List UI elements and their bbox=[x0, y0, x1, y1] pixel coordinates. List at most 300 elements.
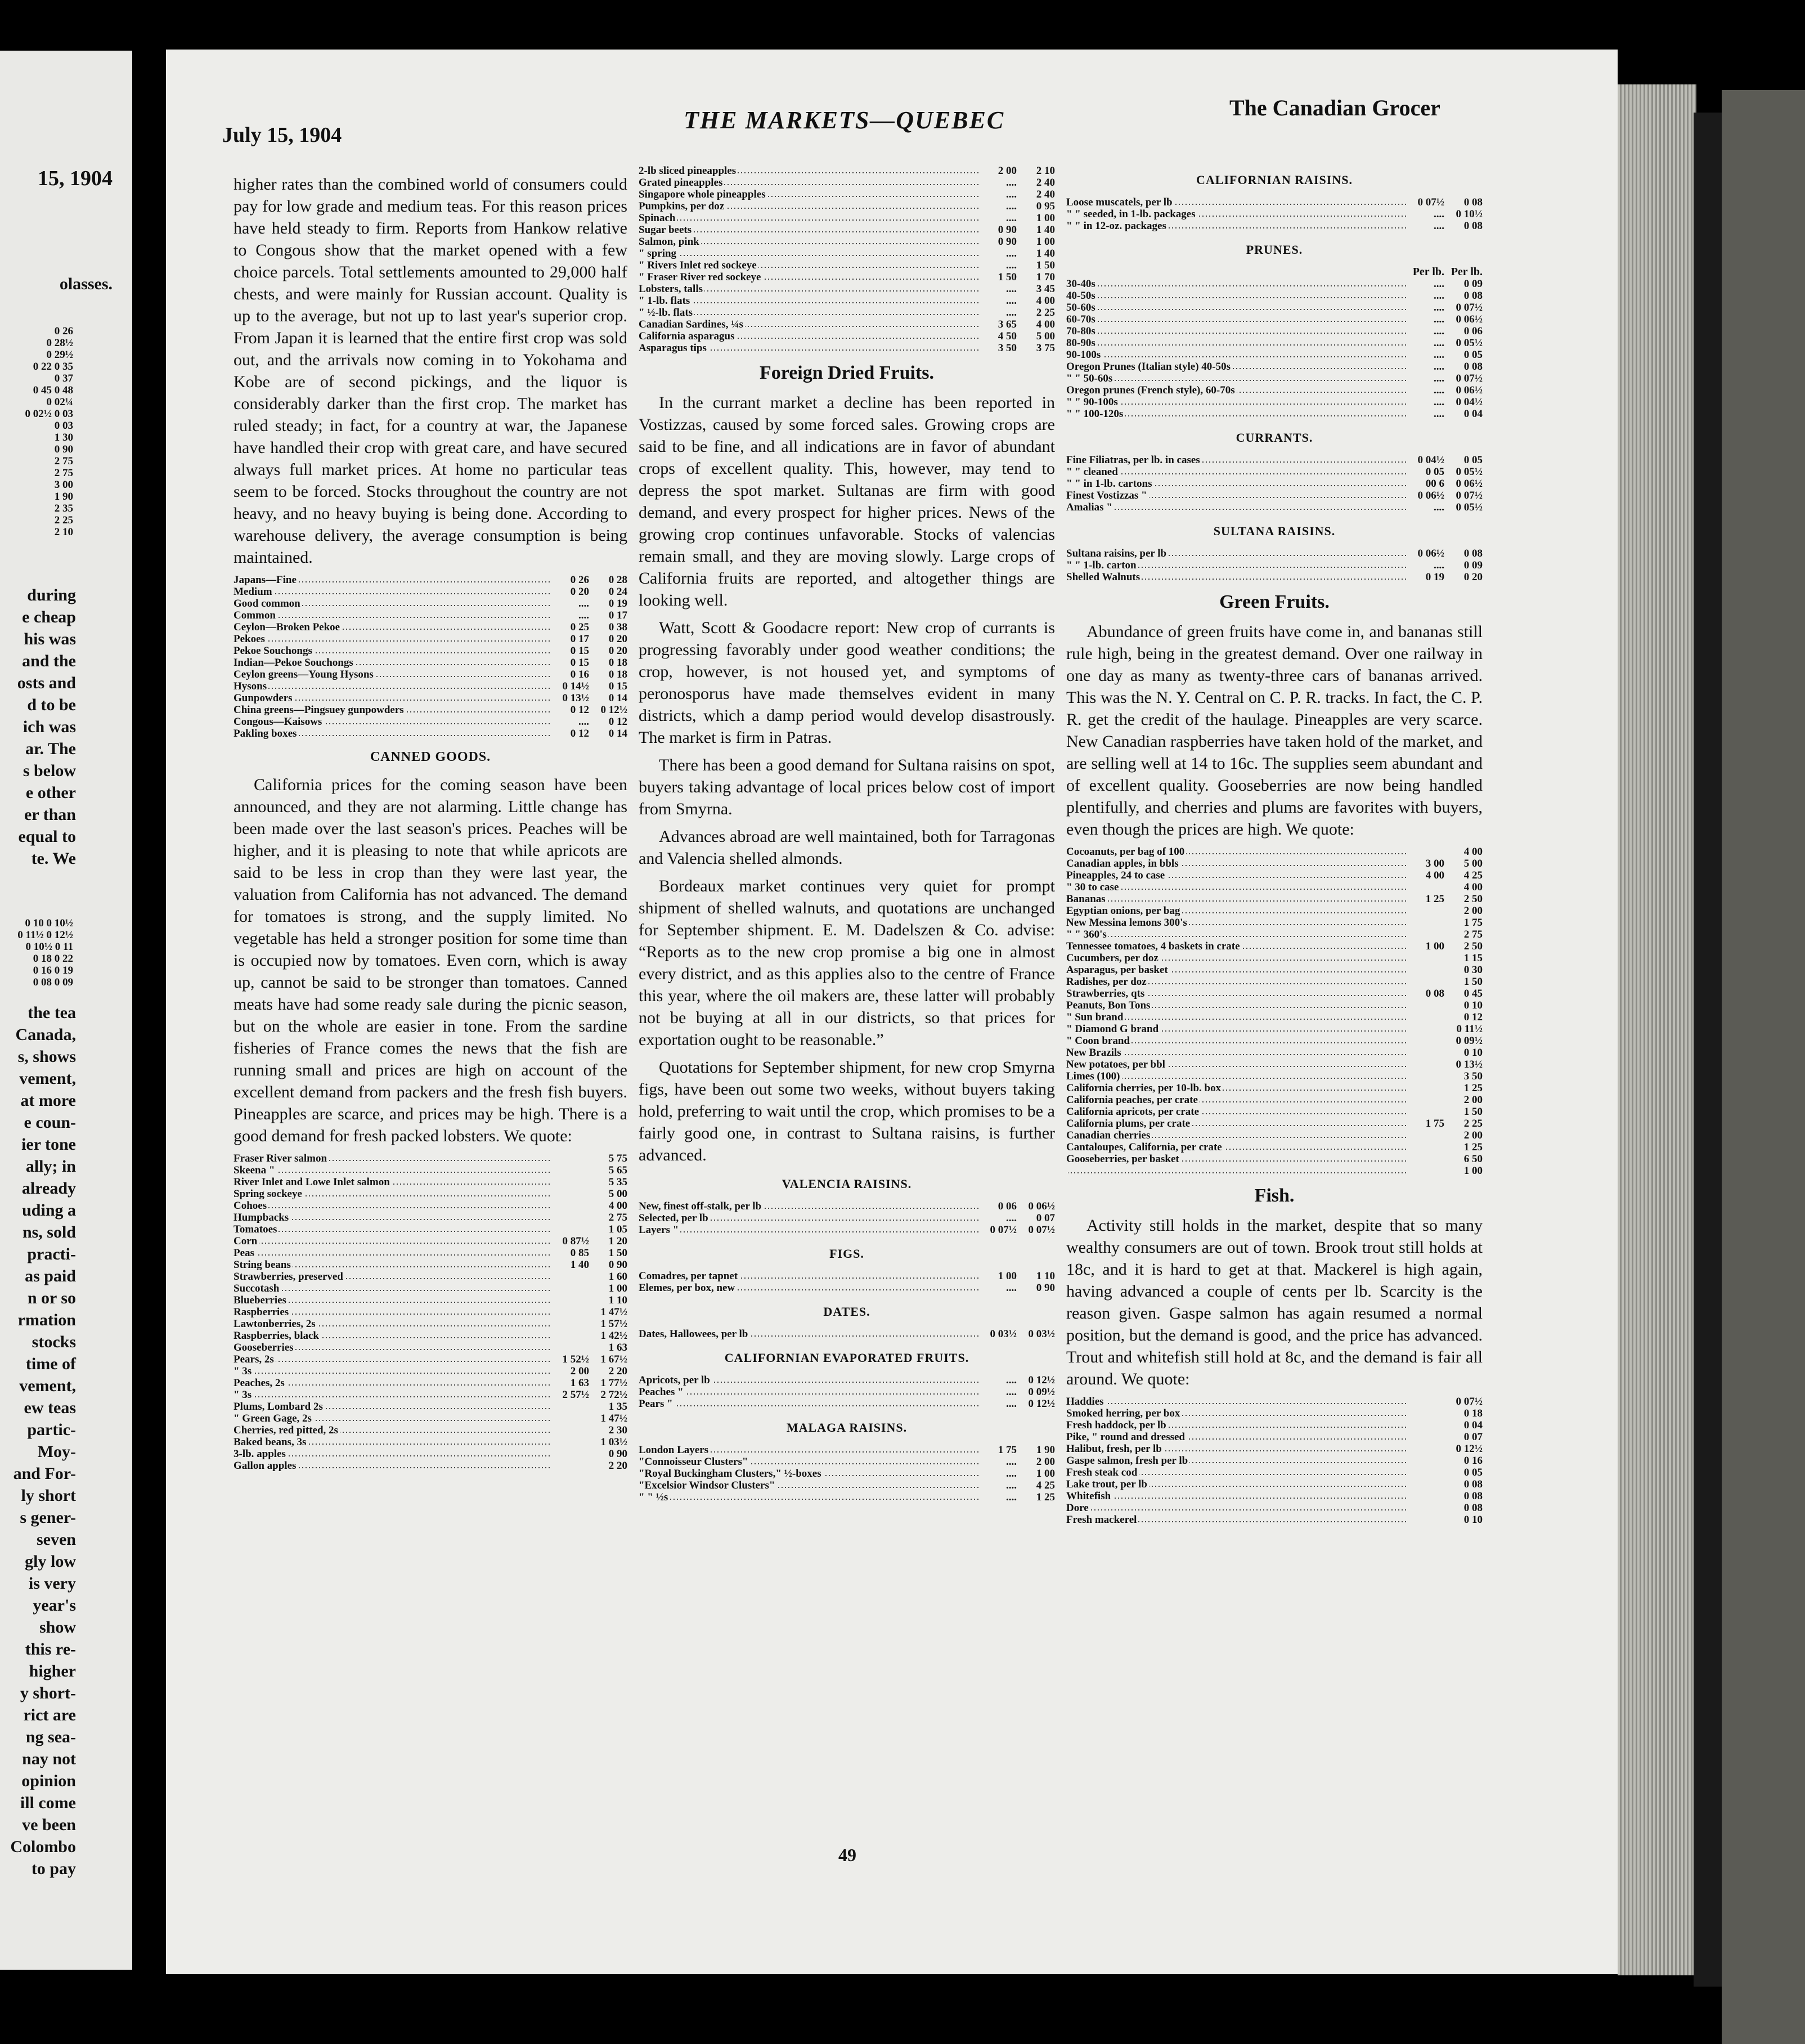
item-name: Sugar beets bbox=[639, 224, 693, 236]
price-low: .... bbox=[1434, 384, 1444, 396]
price-row bbox=[639, 1398, 1055, 1410]
price-high: 0 08 bbox=[1463, 290, 1483, 302]
price-high: 6 50 bbox=[1463, 1153, 1483, 1165]
price-row bbox=[639, 224, 1055, 236]
item-name: Hysons bbox=[234, 680, 268, 692]
article-paragraph: Advances abroad are well maintained, both for Tarragonas and Valencia shelled almonds. bbox=[639, 827, 1055, 868]
price-row bbox=[639, 271, 1055, 283]
item-name: California peaches, per crate bbox=[1066, 1094, 1200, 1106]
price-low: 0 17 bbox=[570, 633, 589, 645]
price-low: .... bbox=[1006, 189, 1017, 200]
price-row bbox=[639, 200, 1055, 212]
price-row bbox=[1066, 1129, 1483, 1141]
item-name: Pike, " round and dressed bbox=[1066, 1431, 1187, 1443]
price-high: 0 09 bbox=[1463, 559, 1483, 571]
price-low bbox=[1406, 1502, 1444, 1514]
price-high: 0 14 bbox=[608, 692, 627, 704]
fragment-line: to pay bbox=[31, 1859, 76, 1878]
item-name: " 3s bbox=[234, 1365, 253, 1377]
fragment-line: 0 10½ 0 11 bbox=[25, 941, 73, 953]
page-date: July 15, 1904 bbox=[222, 123, 342, 147]
fragment-line: ier tone bbox=[21, 1135, 76, 1154]
price-low: 4 50 bbox=[998, 330, 1017, 342]
price-high: 0 10½ bbox=[1456, 208, 1483, 220]
price-low: .... bbox=[1006, 259, 1017, 271]
evaporated-fruits-price-list bbox=[639, 1374, 1055, 1410]
item-name: 90-100s bbox=[1066, 349, 1102, 361]
price-low: 0 15 bbox=[570, 657, 589, 669]
price-high: 0 12½ bbox=[600, 704, 627, 716]
price-row bbox=[1066, 1514, 1483, 1526]
fragment-line: ng sea- bbox=[25, 1728, 76, 1746]
price-row bbox=[639, 212, 1055, 224]
item-name: " " seeded, in 1-lb. packages bbox=[1066, 208, 1197, 220]
price-high: 1 50 bbox=[1463, 1106, 1483, 1118]
fragment-line: y short- bbox=[20, 1684, 76, 1702]
price-row bbox=[234, 1271, 627, 1283]
price-low: 0 26 bbox=[570, 574, 589, 586]
price-low bbox=[551, 1306, 589, 1318]
price-high: 0 20 bbox=[608, 645, 627, 657]
price-high: 0 12 bbox=[608, 716, 627, 728]
price-row bbox=[1066, 196, 1483, 208]
price-low bbox=[1406, 1419, 1444, 1431]
price-row bbox=[1066, 373, 1483, 384]
price-low bbox=[1406, 1094, 1444, 1106]
fragment-line: ich was bbox=[23, 718, 76, 736]
price-low: .... bbox=[1006, 200, 1017, 212]
price-high: 1 60 bbox=[608, 1271, 627, 1283]
price-high: 5 65 bbox=[608, 1164, 627, 1176]
price-row bbox=[1066, 999, 1483, 1011]
price-low: .... bbox=[1434, 373, 1444, 384]
fragment-line: 0 11½ 0 12½ bbox=[17, 929, 73, 941]
price-row bbox=[234, 1424, 627, 1436]
price-high: 1 00 bbox=[1036, 212, 1055, 224]
price-high: 0 10 bbox=[1463, 1514, 1483, 1526]
left-page-date: 15, 1904 bbox=[38, 167, 113, 190]
item-name: " Coon brand bbox=[1066, 1035, 1132, 1047]
item-name: Congous—Kaisows bbox=[234, 716, 324, 728]
price-row bbox=[234, 633, 627, 645]
price-row bbox=[1066, 349, 1483, 361]
item-name: " 3s bbox=[234, 1389, 253, 1401]
item-name: Medium bbox=[234, 586, 274, 598]
price-row bbox=[1066, 220, 1483, 232]
price-high: 0 20 bbox=[1463, 571, 1483, 583]
sultana-raisins-heading: SULTANA RAISINS. bbox=[1213, 524, 1336, 538]
fragment-line: stocks bbox=[32, 1333, 76, 1351]
valencia-raisins-heading: VALENCIA RAISINS. bbox=[782, 1177, 912, 1191]
price-row bbox=[234, 1247, 627, 1259]
item-name: London Layers bbox=[639, 1444, 710, 1456]
price-low: .... bbox=[578, 716, 589, 728]
price-row bbox=[234, 645, 627, 657]
price-row bbox=[234, 598, 627, 609]
price-high: 0 04 bbox=[1463, 1419, 1483, 1431]
fragment-line: Moy- bbox=[37, 1442, 76, 1461]
price-low: .... bbox=[1434, 361, 1444, 373]
fragment-line: e coun- bbox=[24, 1113, 76, 1132]
item-name: Pekoe Souchongs bbox=[234, 645, 314, 657]
price-row bbox=[1066, 454, 1483, 466]
price-low: 1 40 bbox=[570, 1259, 589, 1271]
price-row bbox=[639, 1444, 1055, 1456]
price-low bbox=[1406, 999, 1444, 1011]
fish-heading: Fish. bbox=[1254, 1185, 1295, 1206]
price-low: .... bbox=[1434, 302, 1444, 313]
price-low bbox=[1406, 1023, 1444, 1035]
price-low bbox=[1406, 1082, 1444, 1094]
price-low: .... bbox=[1434, 408, 1444, 420]
price-row bbox=[234, 1306, 627, 1318]
price-row bbox=[639, 1468, 1055, 1480]
price-high: 0 18 bbox=[1463, 1408, 1483, 1419]
item-name: Selected, per lb bbox=[639, 1212, 710, 1224]
foreign-dried-fruits-heading: Foreign Dried Fruits. bbox=[759, 362, 935, 383]
price-low: 2 00 bbox=[570, 1365, 589, 1377]
price-row bbox=[1066, 1502, 1483, 1514]
fragment-line: e other bbox=[25, 783, 76, 802]
price-row bbox=[1066, 290, 1483, 302]
price-row bbox=[639, 330, 1055, 342]
price-row bbox=[234, 586, 627, 598]
item-name: Peas bbox=[234, 1247, 256, 1259]
price-row bbox=[234, 704, 627, 716]
price-low bbox=[551, 1401, 589, 1413]
price-low: 0 03½ bbox=[990, 1328, 1017, 1340]
item-name: Lobsters, talls bbox=[639, 283, 704, 295]
price-row bbox=[639, 307, 1055, 319]
price-high: 0 17 bbox=[608, 609, 627, 621]
fragment-line: 2 75 bbox=[54, 455, 73, 467]
prunes-heading: PRUNES. bbox=[1246, 243, 1303, 257]
price-row bbox=[639, 259, 1055, 271]
column-raisins-fruits-fish bbox=[1066, 162, 1483, 1526]
item-name: Lawtonberries, 2s bbox=[234, 1318, 317, 1330]
price-low bbox=[1406, 1396, 1444, 1408]
price-high: 2 00 bbox=[1463, 905, 1483, 917]
price-low: 0 07½ bbox=[1417, 196, 1444, 208]
fragment-line: equal to bbox=[18, 827, 76, 846]
price-high: 0 12½ bbox=[1028, 1374, 1055, 1386]
valencia-raisins-price-list bbox=[639, 1200, 1055, 1236]
price-high: 1 77½ bbox=[600, 1377, 627, 1389]
item-name: China greens—Pingsuey gunpowders bbox=[234, 704, 406, 716]
price-row bbox=[639, 1491, 1055, 1503]
item-name: Cocoanuts, per bag of 100 bbox=[1066, 846, 1186, 858]
item-name: Elemes, per box, new bbox=[639, 1282, 737, 1294]
fragment-line: and the bbox=[22, 652, 76, 670]
price-row bbox=[234, 680, 627, 692]
fragment-line: 0 37 bbox=[54, 373, 73, 384]
price-high: 0 14 bbox=[608, 728, 627, 739]
item-name: " Diamond G brand bbox=[1066, 1023, 1160, 1035]
item-name: New potatoes, per bbl bbox=[1066, 1059, 1167, 1070]
price-high: 0 24 bbox=[608, 586, 627, 598]
item-name: Gooseberries bbox=[234, 1342, 295, 1353]
fragment-line: is very bbox=[28, 1574, 76, 1593]
item-name: " Sun brand bbox=[1066, 1011, 1125, 1023]
price-low: 2 00 bbox=[998, 165, 1017, 177]
foreign-dried-fruits-article bbox=[639, 392, 1055, 1166]
price-low: 0 06½ bbox=[1417, 490, 1444, 501]
price-high: 0 20 bbox=[608, 633, 627, 645]
price-low bbox=[551, 1283, 589, 1294]
price-low: .... bbox=[1006, 248, 1017, 259]
price-row bbox=[1066, 548, 1483, 559]
article-paragraph: Watt, Scott & Goodacre report: New crop of currants is progressing favorably under good weather conditions; the crop, however, is not housed yet, and symptoms of peronosporus have made themselves evident in many districts, which a damp period would develop disastrously. The market is firm in Patras. bbox=[639, 618, 1055, 747]
price-high: 2 30 bbox=[608, 1424, 627, 1436]
price-row bbox=[1066, 905, 1483, 917]
item-name: " spring bbox=[639, 248, 678, 259]
price-row bbox=[234, 1294, 627, 1306]
price-low: 3 00 bbox=[1425, 858, 1444, 869]
item-name: Peanuts, Bon Tons bbox=[1066, 999, 1152, 1011]
item-name: Halibut, fresh, per lb bbox=[1066, 1443, 1164, 1455]
article-paragraph: Bordeaux market continues very quiet for prompt shipment of shelled walnuts, and quotations are unchanged for September shipment. E. M. Dadelszen & Co. advise: “Reports as to the new crop promise a big one in almost every district, and as this applies also to the centre of France this year, where the oil makers are, these latter will probably not be buying at all in our districts, so that prices for exportation ought to be reasonable.” bbox=[639, 877, 1055, 1049]
item-name: Tennessee tomatoes, 4 baskets in crate bbox=[1066, 940, 1242, 952]
price-low bbox=[1406, 964, 1444, 976]
price-row bbox=[234, 1176, 627, 1188]
price-high: 0 05 bbox=[1463, 454, 1483, 466]
price-row bbox=[1066, 1047, 1483, 1059]
article-paragraph: In the currant market a decline has been reported in Vostizzas, caused by some forced sales. Growing crops are said to be fine, and all indications are in favor of abundant crops of excellent quality. This, however, may tend to depress the spot market. Sultanas are firm with good demand, and every prospect for higher prices. News of the growing crop continues unfavorable. Stocks of valencias remain small, and they are moving slowly. Large crops of California fruits are reported, and altogether things are looking well. bbox=[639, 393, 1055, 609]
price-high: 1 25 bbox=[1463, 1082, 1483, 1094]
fragment-line: rict are bbox=[23, 1706, 76, 1724]
dates-heading: DATES. bbox=[823, 1305, 870, 1319]
item-name: Strawberries, preserved bbox=[234, 1271, 345, 1283]
price-row bbox=[639, 319, 1055, 330]
fragment-line: vement, bbox=[19, 1069, 76, 1088]
price-row bbox=[1066, 408, 1483, 420]
item-name: Cherries, red pitted, 2s bbox=[234, 1424, 340, 1436]
price-high: 0 09½ bbox=[1456, 1035, 1483, 1047]
price-low: .... bbox=[1006, 283, 1017, 295]
price-high: 0 30 bbox=[1463, 964, 1483, 976]
price-low: 0 87½ bbox=[562, 1235, 589, 1247]
price-high: 0 08 bbox=[1463, 1490, 1483, 1502]
price-low: .... bbox=[1434, 396, 1444, 408]
fragment-line: show bbox=[39, 1618, 76, 1637]
price-row bbox=[1066, 1467, 1483, 1478]
price-low: 1 52½ bbox=[562, 1353, 589, 1365]
fragment-line: vement, bbox=[19, 1377, 76, 1395]
price-row bbox=[1066, 1035, 1483, 1047]
price-row bbox=[1066, 1443, 1483, 1455]
price-low: 0 06 bbox=[998, 1200, 1017, 1212]
publication-name: The Canadian Grocer bbox=[1229, 95, 1440, 120]
figs-heading: FIGS. bbox=[829, 1247, 864, 1261]
price-row bbox=[1066, 1094, 1483, 1106]
left-page-price-column bbox=[0, 325, 73, 538]
column-dried-fruits bbox=[639, 165, 1055, 1503]
price-low: 1 75 bbox=[998, 1444, 1017, 1456]
item-name: Oregon prunes (French style), 60-70s bbox=[1066, 384, 1237, 396]
price-low: .... bbox=[1434, 325, 1444, 337]
price-row bbox=[639, 1328, 1055, 1340]
item-name: Sultana raisins, per lb bbox=[1066, 548, 1168, 559]
item-name: Comadres, per tapnet bbox=[639, 1270, 739, 1282]
price-high: 0 13½ bbox=[1456, 1059, 1483, 1070]
price-high: 0 06 bbox=[1463, 325, 1483, 337]
price-high: 0 08 bbox=[1463, 1502, 1483, 1514]
item-name: Raspberries, black bbox=[234, 1330, 321, 1342]
price-high: 0 04 bbox=[1463, 408, 1483, 420]
section-title: THE MARKETS—QUEBEC bbox=[684, 106, 1005, 134]
item-name: Cantaloupes, California, per crate bbox=[1066, 1141, 1224, 1153]
price-low: .... bbox=[1006, 212, 1017, 224]
page-number: 49 bbox=[838, 1845, 856, 1865]
price-low: .... bbox=[1434, 501, 1444, 513]
left-page-price-column-2 bbox=[0, 917, 73, 988]
price-high: 4 00 bbox=[1036, 319, 1055, 330]
price-high: 0 28 bbox=[608, 574, 627, 586]
price-row bbox=[1066, 940, 1483, 952]
item-name: 70-80s bbox=[1066, 325, 1097, 337]
item-name: Dates, Hallowees, per lb bbox=[639, 1328, 749, 1340]
price-low: 0 85 bbox=[570, 1247, 589, 1259]
price-high: 1 20 bbox=[608, 1235, 627, 1247]
price-low bbox=[551, 1436, 589, 1448]
item-name: Skeena " bbox=[234, 1164, 276, 1176]
price-high: 0 11½ bbox=[1456, 1023, 1483, 1035]
price-low bbox=[551, 1271, 589, 1283]
fragment-line: d to be bbox=[27, 696, 76, 714]
fragment-line: gly low bbox=[25, 1552, 76, 1571]
fragment-line: ar. The bbox=[25, 739, 76, 758]
price-low: 0 16 bbox=[570, 669, 589, 680]
price-high: 0 07½ bbox=[1456, 1396, 1483, 1408]
price-low bbox=[1406, 1490, 1444, 1502]
price-low: 0 25 bbox=[570, 621, 589, 633]
price-high: 0 06½ bbox=[1456, 478, 1483, 490]
price-row bbox=[1066, 1153, 1483, 1165]
price-high: 1 40 bbox=[1036, 224, 1055, 236]
fragment-line: 0 02¼ bbox=[46, 396, 73, 408]
price-low bbox=[1406, 1011, 1444, 1023]
price-row bbox=[1066, 1023, 1483, 1035]
price-low: 0 07½ bbox=[990, 1224, 1017, 1236]
price-row bbox=[234, 1164, 627, 1176]
price-row bbox=[639, 1200, 1055, 1212]
price-low bbox=[1406, 1443, 1444, 1455]
item-name: Asparagus, per basket bbox=[1066, 964, 1170, 976]
price-row bbox=[1066, 1396, 1483, 1408]
item-name: Pears, 2s bbox=[234, 1353, 276, 1365]
fragment-line: 3 00 bbox=[54, 479, 73, 491]
price-low bbox=[551, 1330, 589, 1342]
price-row bbox=[1066, 964, 1483, 976]
price-high: 0 90 bbox=[1036, 1282, 1055, 1294]
price-row bbox=[1066, 466, 1483, 478]
fragment-line: 2 10 bbox=[54, 526, 73, 538]
fragment-line: Colombo bbox=[10, 1837, 76, 1856]
item-name: Corn bbox=[234, 1235, 259, 1247]
price-row bbox=[1066, 208, 1483, 220]
item-name: Oregon Prunes (Italian style) 40-50s bbox=[1066, 361, 1232, 373]
item-name: Pakling boxes bbox=[234, 728, 298, 739]
price-high: 0 08 bbox=[1463, 196, 1483, 208]
canned-goods-price-list-continued bbox=[639, 165, 1055, 354]
price-row bbox=[1066, 1490, 1483, 1502]
price-row bbox=[639, 1224, 1055, 1236]
fragment-line: 1 90 bbox=[54, 491, 73, 503]
fragment-line: higher bbox=[29, 1662, 76, 1680]
price-high: 0 10 bbox=[1463, 999, 1483, 1011]
price-low: .... bbox=[1006, 307, 1017, 319]
price-low bbox=[1406, 1141, 1444, 1153]
price-low: 3 50 bbox=[998, 342, 1017, 354]
price-high: 2 75 bbox=[608, 1212, 627, 1223]
item-name: California cherries, per 10-lb. box bbox=[1066, 1082, 1223, 1094]
price-low bbox=[1406, 1165, 1444, 1177]
fragment-line: s gener- bbox=[20, 1508, 76, 1527]
price-low bbox=[1406, 1408, 1444, 1419]
price-high: 0 05½ bbox=[1456, 466, 1483, 478]
fragment-line: 0 18 0 22 bbox=[33, 953, 73, 965]
price-low: .... bbox=[1434, 220, 1444, 232]
item-name: Radishes, per doz bbox=[1066, 976, 1148, 988]
price-row bbox=[234, 621, 627, 633]
price-high: 0 07½ bbox=[1456, 302, 1483, 313]
item-name: Canadian cherries bbox=[1066, 1129, 1152, 1141]
price-low bbox=[551, 1460, 589, 1472]
price-low: 0 05 bbox=[1425, 466, 1444, 478]
price-high: 1 40 bbox=[1036, 248, 1055, 259]
item-name: Fraser River salmon bbox=[234, 1153, 329, 1164]
canned-goods-heading: CANNED GOODS. bbox=[370, 750, 491, 764]
price-low: 0 15 bbox=[570, 645, 589, 657]
item-name: New Messina lemons 300's bbox=[1066, 917, 1189, 929]
price-row bbox=[1066, 858, 1483, 869]
fragment-line: his was bbox=[24, 630, 76, 648]
fragment-line: 0 03 bbox=[54, 420, 73, 432]
price-row bbox=[1066, 1011, 1483, 1023]
fragment-line: and For- bbox=[13, 1464, 76, 1483]
price-low bbox=[551, 1413, 589, 1424]
price-low bbox=[551, 1448, 589, 1460]
price-row bbox=[1066, 478, 1483, 490]
fragment-line: er than bbox=[24, 805, 76, 824]
price-high: 2 10 bbox=[1036, 165, 1055, 177]
price-low bbox=[1406, 1467, 1444, 1478]
price-high: 1 03½ bbox=[600, 1436, 627, 1448]
price-row bbox=[1066, 571, 1483, 583]
price-row bbox=[1066, 1165, 1483, 1177]
item-name: Gaspe salmon, fresh per lb bbox=[1066, 1455, 1189, 1467]
item-name: Grated pineapples bbox=[639, 177, 724, 189]
price-high: 0 10 bbox=[1463, 1047, 1483, 1059]
price-row bbox=[1066, 1455, 1483, 1467]
item-name: Cohoes bbox=[234, 1200, 268, 1212]
canned-goods-price-list bbox=[234, 1153, 627, 1472]
item-name: Gooseberries, per basket bbox=[1066, 1153, 1181, 1165]
item-name: 50-60s bbox=[1066, 302, 1097, 313]
price-row bbox=[1066, 396, 1483, 408]
price-low bbox=[551, 1294, 589, 1306]
price-high: 0 07 bbox=[1036, 1212, 1055, 1224]
price-high: 0 06½ bbox=[1456, 313, 1483, 325]
fragment-line: 0 26 bbox=[54, 325, 73, 337]
price-row bbox=[639, 165, 1055, 177]
price-high: 4 25 bbox=[1036, 1480, 1055, 1491]
price-low: .... bbox=[1006, 1491, 1017, 1503]
item-name: Singapore whole pineapples bbox=[639, 189, 767, 200]
price-low: 1 00 bbox=[998, 1270, 1017, 1282]
price-row bbox=[1066, 325, 1483, 337]
item-name: " " in 12-oz. packages bbox=[1066, 220, 1168, 232]
